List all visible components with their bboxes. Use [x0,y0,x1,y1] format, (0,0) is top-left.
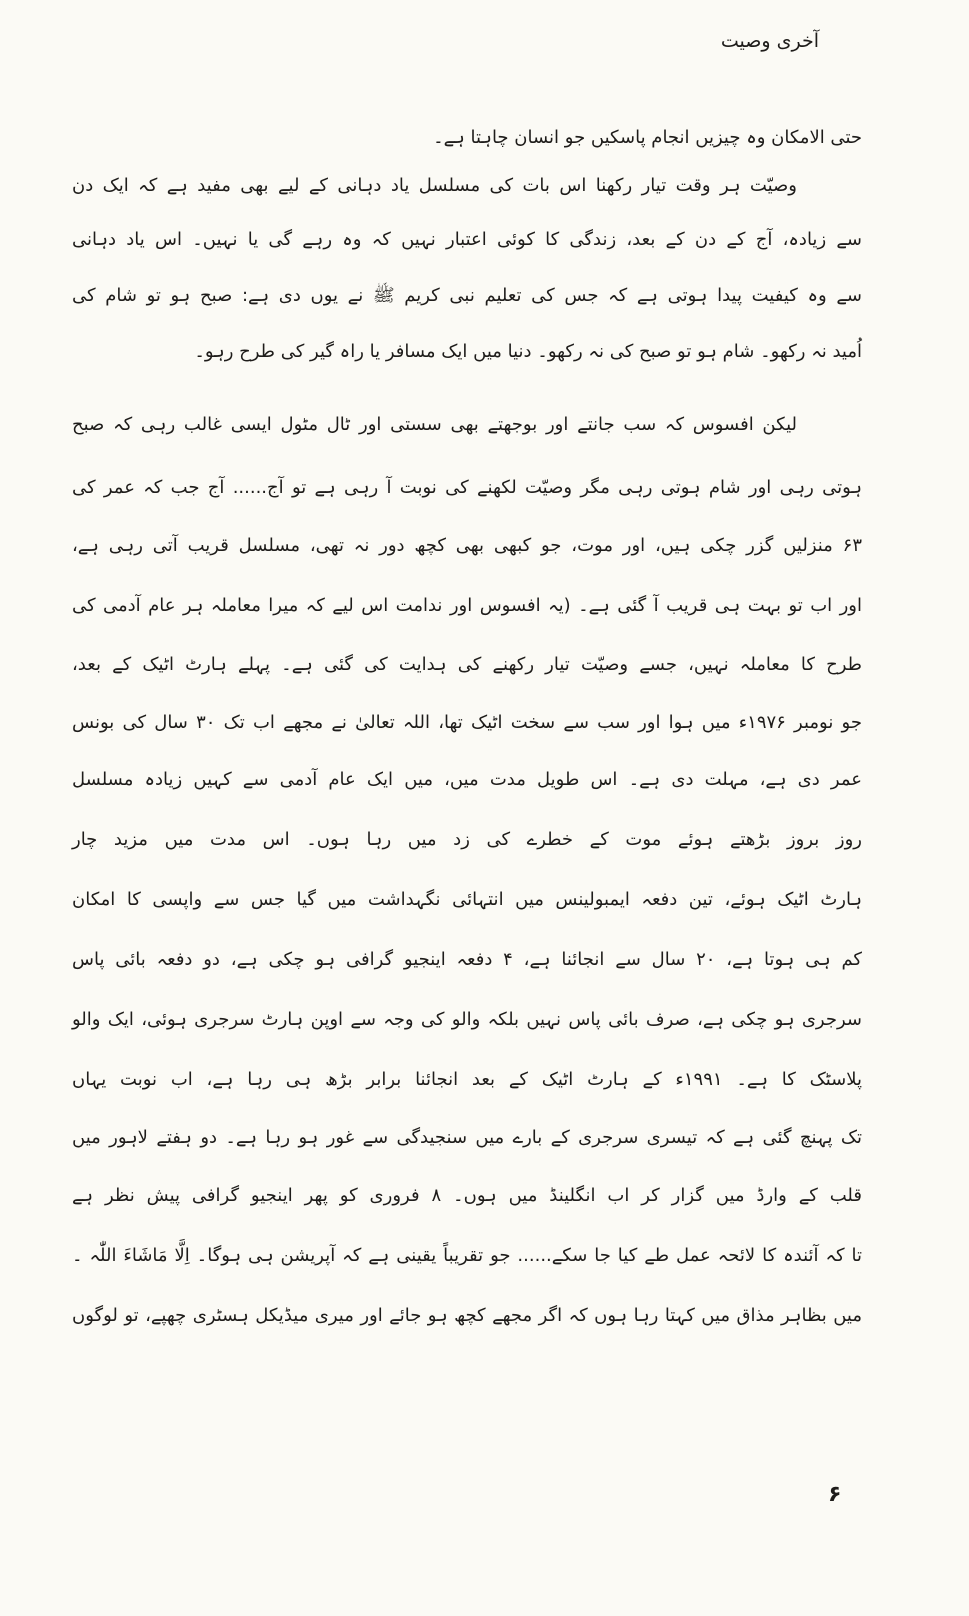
text-line: سے وہ کیفیت پیدا ہوتی ہے کہ جس کی تعلیم نبی کریم ﷺ نے یوں دی ہے: صبح ہو تو شام کی [72,285,862,306]
text-line: طرح کا معاملہ نہیں، جسے وصیّت تیار رکھنے کی ہدایت کی گئی ہے۔ پہلے ہارٹ اٹیک کے بعد، [72,654,862,675]
paragraph-start-line: لیکن افسوس کہ سب جانتے اور بوجھتے بھی سستی اور ٹال مٹول ایسی غالب رہی کہ صبح [72,414,797,435]
page-number: ۶ [828,1482,842,1507]
text-line: تا کہ آئندہ کا لائحہ عمل طے کیا جا سکے...... جو تقریباً یقینی ہے کہ آپریشن ہی ہوگا۔ اِلَّا مَاشَاءَ اللّٰہ ۔ [72,1245,862,1266]
text-line: میں بظاہر مذاق میں کہتا رہا ہوں کہ اگر مجھے کچھ ہو جائے اور میری میڈیکل ہسٹری چھپے، تو لوگوں [72,1305,862,1326]
text-line: جو نومبر ۱۹۷۶ء میں ہوا اور سب سے سخت اٹیک تھا، اللہ تعالیٰ نے مجھے اب تک ۳۰ سال کی بونس [72,712,862,733]
paragraph-start-line: وصیّت ہر وقت تیار رکھنا اس بات کی مسلسل یاد دہانی کے لیے بھی مفید ہے کہ ایک دن [72,175,797,196]
text-line: کم ہی ہوتا ہے، ۲۰ سال سے انجائنا ہے، ۴ دفعہ اینجیو گرافی ہو چکی ہے، دو دفعہ بائی پاس [72,949,863,970]
text-line: ہوتی رہی اور شام ہوتی رہی مگر وصیّت لکھنے کی نوبت آ رہی ہے تو آج...... آج جب کہ عمر کی [72,477,862,498]
text-line: اُمید نہ رکھو۔ شام ہو تو صبح کی نہ رکھو۔ دنیا میں ایک مسافر یا راہ گیر کی طرح رہو۔ [194,341,862,362]
text-line: تک پہنچ گئی ہے کہ تیسری سرجری کے بارے میں سنجیدگی سے غور ہو رہا ہے۔ دو ہفتے لاہور میں [72,1127,862,1148]
text-line: سے زیادہ، آج کے دن کے بعد، زندگی کا کوئی اعتبار نہیں کہ وہ رہے گی یا نہیں۔ اس یاد دہانی [72,229,862,250]
text-line: قلب کے وارڈ میں گزار کر اب انگلینڈ میں ہوں۔ ۸ فروری کو پھر اینجیو گرافی پیش نظر ہے [72,1185,862,1206]
text-line: حتی الامکان وہ چیزیں انجام پاسکیں جو انسان چاہتا ہے۔ [433,127,862,148]
text-line: اور اب تو بہت ہی قریب آ گئی ہے۔ (یہ افسوس اور ندامت اس لیے کہ میرا معاملہ ہر عام آدمی کی [72,595,862,616]
text-line: سرجری ہو چکی ہے، صرف بائی پاس نہیں بلکہ والو کی وجہ سے اوپن ہارٹ سرجری ہوئی، ایک والو [72,1009,862,1030]
text-line: ہارٹ اٹیک ہوئے، تین دفعہ ایمبولینس میں انتہائی نگہداشت میں گیا جس سے واپسی کا امکان [72,889,862,910]
text-line: روز بروز بڑھتے ہوئے موت کے خطرے کی زد میں رہا ہوں۔ اس مدت میں مزید چار [72,829,862,850]
text-line: ۶۳ منزلیں گزر چکی ہیں، اور موت، جو کبھی بھی کچھ دور نہ تھی، مسلسل قریب آتی رہی ہے، [72,535,862,556]
text-line: عمر دی ہے، مہلت دی ہے۔ اس طویل مدت میں، میں ایک عام آدمی سے کہیں زیادہ مسلسل [72,769,862,790]
running-header: آخری وصیت [720,30,819,52]
text-line: پلاسٹک کا ہے۔ ۱۹۹۱ء کے ہارٹ اٹیک کے بعد انجائنا برابر بڑھ ہی رہا ہے، اب نوبت یہاں [72,1069,862,1090]
